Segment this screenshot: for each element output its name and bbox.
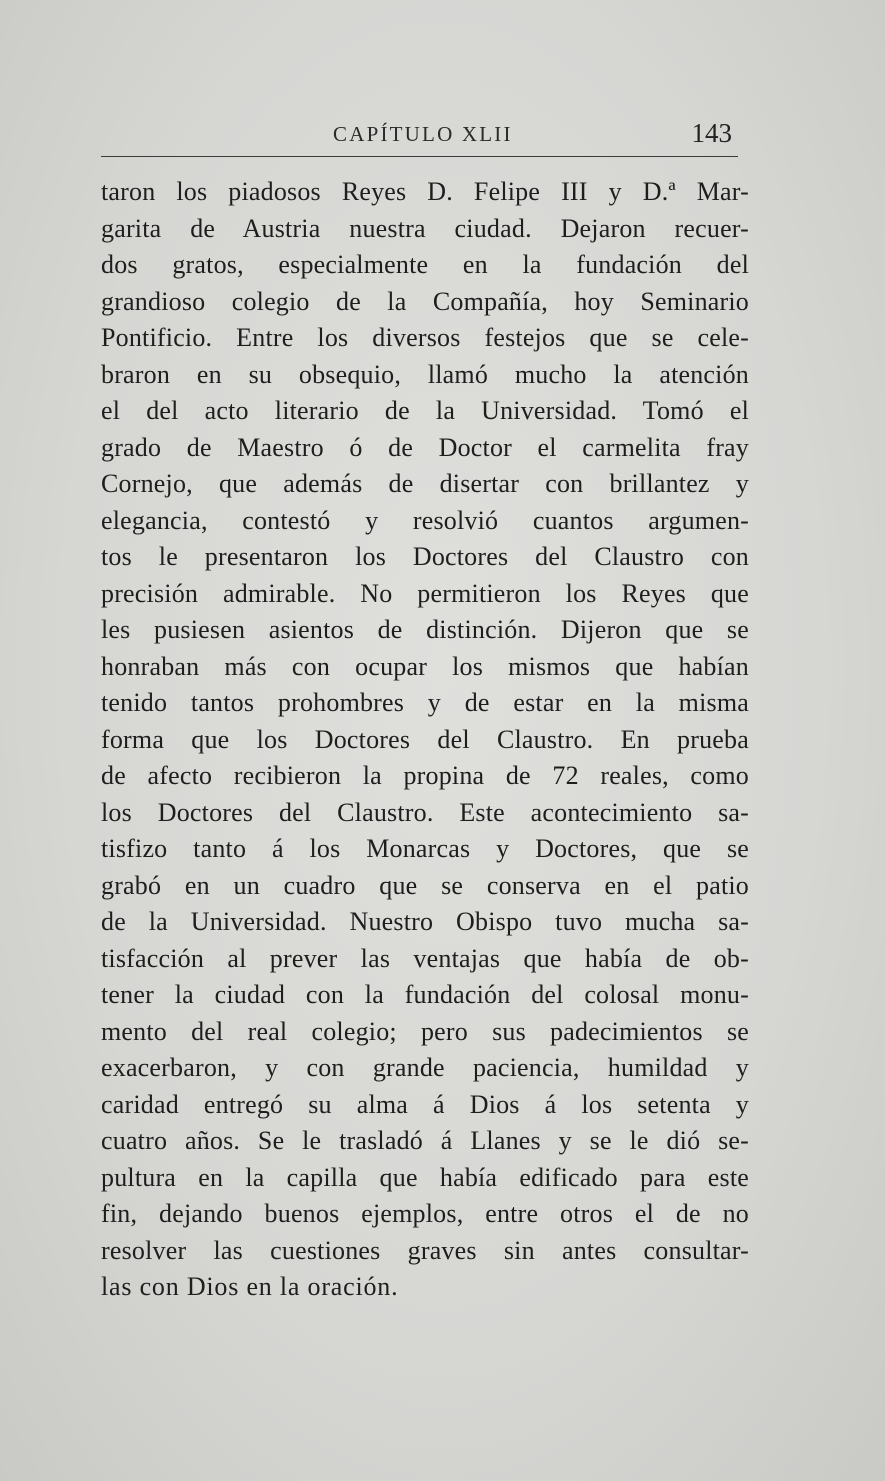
text-line: resolver las cuestiones graves sin antes consultar-	[101, 1235, 749, 1265]
text-line: el del acto literario de la Universidad. Tomó el	[101, 396, 749, 425]
text-line: Cornejo, que además de disertar con brillantez y	[101, 469, 749, 498]
text-line: de la Universidad. Nuestro Obispo tuvo mucha sa-	[101, 907, 749, 936]
text-line: grandioso colegio de la Compañía, hoy Seminario	[101, 286, 749, 316]
text-line: precisión admirable. No permitieron los Reyes que	[101, 578, 749, 608]
page-number: 143	[691, 118, 732, 148]
text-line: Pontificio. Entre los diversos festejos que se cele-	[101, 323, 749, 352]
running-header	[101, 112, 738, 157]
text-line: braron en su obsequio, llamó mucho la atención	[101, 359, 749, 389]
text-line: tisfacción al prever las ventajas que había de ob-	[101, 943, 749, 973]
text-line: elegancia, contestó y resolvió cuantos argumen-	[101, 505, 749, 535]
text-line: de afecto recibieron la propina de 72 reales, como	[101, 761, 749, 790]
text-line: grado de Maestro ó de Doctor el carmelita fray	[101, 432, 749, 462]
body-text	[101, 174, 749, 1306]
text-line: taron los piadosos Reyes D. Felipe III y D.ª Mar-	[101, 177, 749, 206]
text-line: les pusiesen asientos de distinción. Dijeron que se	[101, 615, 749, 644]
text-line: tenido tantos prohombres y de estar en la misma	[101, 688, 749, 717]
text-line: mento del real colegio; pero sus padecimientos se	[101, 1016, 749, 1046]
text-line: dos gratos, especialmente en la fundación del	[101, 250, 749, 279]
text-line: garita de Austria nuestra ciudad. Dejaron recuer-	[101, 213, 749, 243]
text-line: forma que los Doctores del Claustro. En prueba	[101, 724, 749, 754]
text-line: fin, dejando buenos ejemplos, entre otros el de no	[101, 1199, 749, 1228]
text-line: honraban más con ocupar los mismos que habían	[101, 651, 749, 681]
text-line: caridad entregó su alma á Dios á los setenta y	[101, 1089, 749, 1119]
text-line-last: las con Dios en la oración.	[101, 1272, 399, 1301]
text-line: tos le presentaron los Doctores del Claustro con	[101, 542, 749, 571]
text-line: tener la ciudad con la fundación del colosal monu-	[101, 980, 749, 1009]
chapter-title: CAPÍTULO XLII	[333, 122, 513, 146]
text-line: los Doctores del Claustro. Este acontecimiento sa-	[101, 797, 749, 827]
text-line: grabó en un cuadro que se conserva en el patio	[101, 870, 749, 900]
text-line: exacerbaron, y con grande paciencia, humildad y	[101, 1053, 749, 1082]
text-line: tisfizo tanto á los Monarcas y Doctores, que se	[101, 834, 749, 863]
text-line: pultura en la capilla que había edificado para este	[101, 1162, 749, 1192]
text-line: cuatro años. Se le trasladó á Llanes y se le dió se-	[101, 1126, 749, 1155]
